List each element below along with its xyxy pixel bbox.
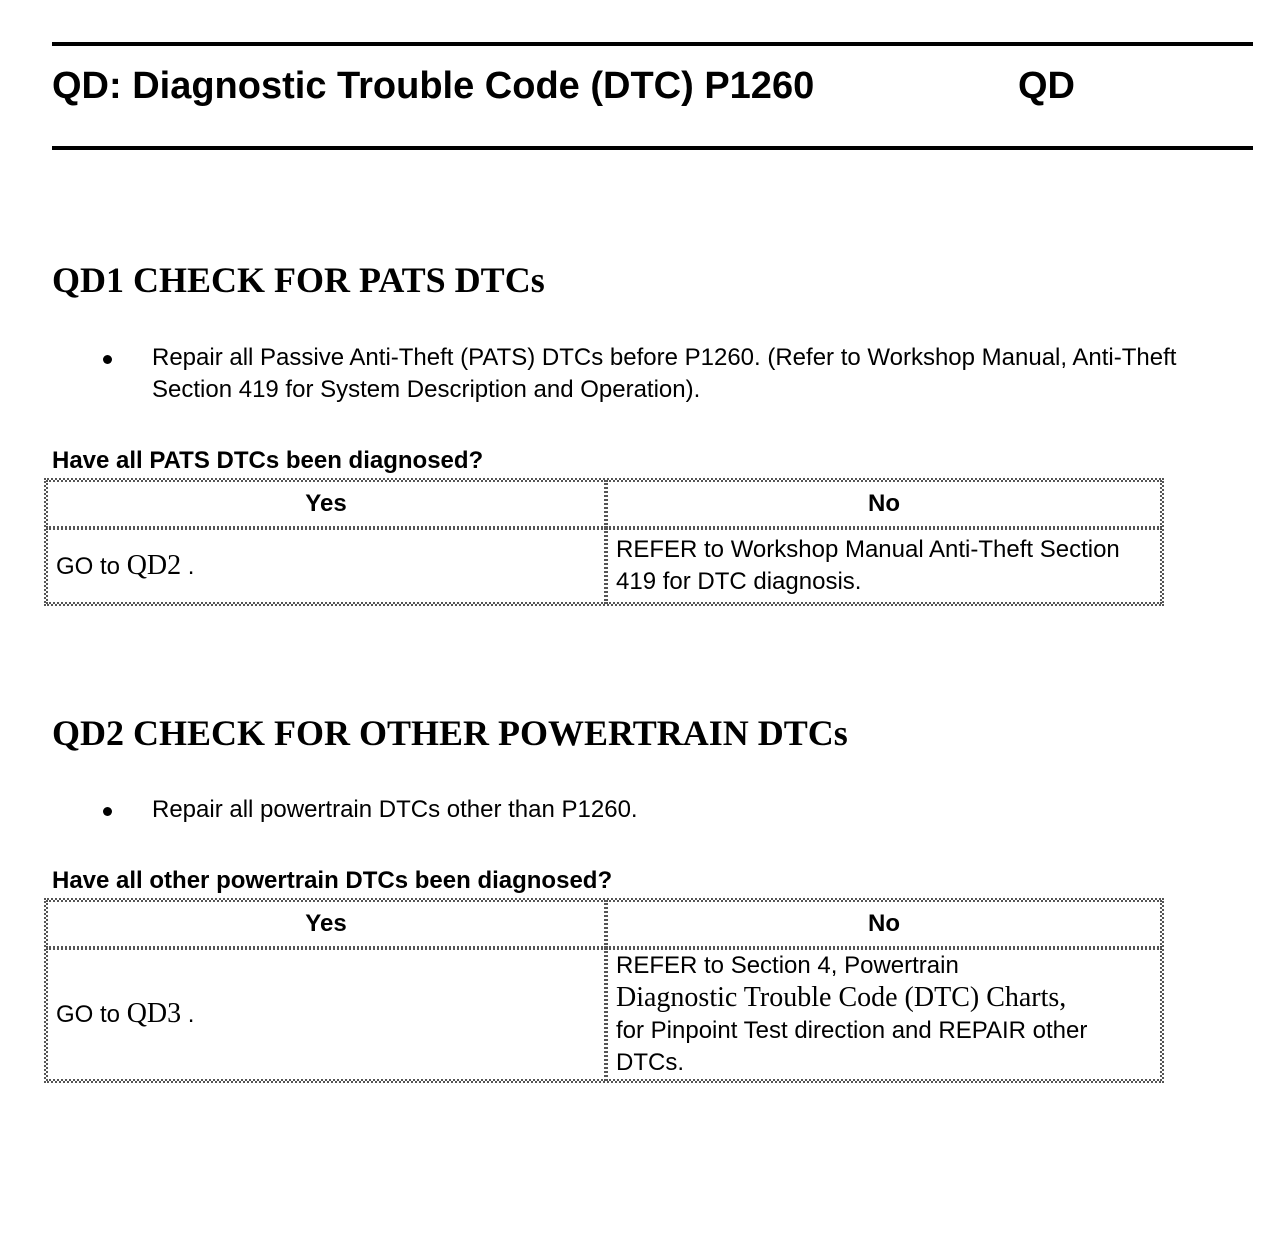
- bottom-rule: [52, 146, 1253, 150]
- question-qd2: Have all other powertrain DTCs been diagnosed?: [52, 867, 613, 894]
- list-item: [0, 794, 1280, 826]
- no-text-2: for Pinpoint Test direction and REPAIR other DTCs.: [616, 1017, 1088, 1076]
- table-header-row: [46, 900, 1162, 948]
- list-item: [0, 342, 1280, 406]
- question-qd1: Have all PATS DTCs been diagnosed?: [52, 447, 484, 474]
- top-rule: [52, 42, 1253, 46]
- page-title: QD: Diagnostic Trouble Code (DTC) P1260: [52, 65, 815, 107]
- no-header: No: [606, 480, 1162, 528]
- no-text-1: REFER to Section 4, Powertrain: [616, 952, 959, 979]
- no-cell: [606, 528, 1162, 604]
- no-cell: [606, 948, 1162, 1081]
- yes-cell: [46, 528, 606, 604]
- yes-suffix: .: [181, 552, 195, 580]
- yes-cell: [46, 948, 606, 1081]
- bullet-list-qd2: [0, 794, 1280, 826]
- table-row: [46, 528, 1162, 604]
- decision-table-qd1: [44, 478, 1164, 606]
- dtc-charts-link[interactable]: Diagnostic Trouble Code (DTC) Charts,: [616, 982, 1067, 1013]
- section-heading-qd2: QD2 CHECK FOR OTHER POWERTRAIN DTCs: [52, 713, 848, 753]
- bullet-text: Repair all Passive Anti-Theft (PATS) DTCs before P1260. (Refer to Workshop Manual, Anti-Theft Section 419 for System Description and Operation).: [152, 344, 1177, 403]
- decision-table-qd2: [44, 898, 1164, 1083]
- yes-header: Yes: [46, 480, 606, 528]
- bullet-text: Repair all powertrain DTCs other than P1260.: [152, 796, 638, 823]
- bullet-icon: [103, 807, 112, 816]
- no-text: REFER to Workshop Manual Anti-Theft Section 419 for DTC diagnosis.: [616, 536, 1120, 595]
- yes-header: Yes: [46, 900, 606, 948]
- section-heading-qd1: QD1 CHECK FOR PATS DTCs: [52, 260, 545, 300]
- table-row: [46, 948, 1162, 1081]
- yes-prefix: GO to: [56, 1001, 127, 1028]
- yes-prefix: GO to: [56, 552, 127, 580]
- bullet-list-qd1: [0, 342, 1280, 406]
- yes-suffix: .: [181, 1001, 195, 1028]
- goto-qd3-link[interactable]: QD3: [126, 998, 182, 1029]
- goto-qd2-link[interactable]: QD2: [126, 549, 182, 581]
- no-header: No: [606, 900, 1162, 948]
- page-code: QD: [1018, 65, 1075, 107]
- bullet-icon: [103, 355, 112, 364]
- table-header-row: [46, 480, 1162, 528]
